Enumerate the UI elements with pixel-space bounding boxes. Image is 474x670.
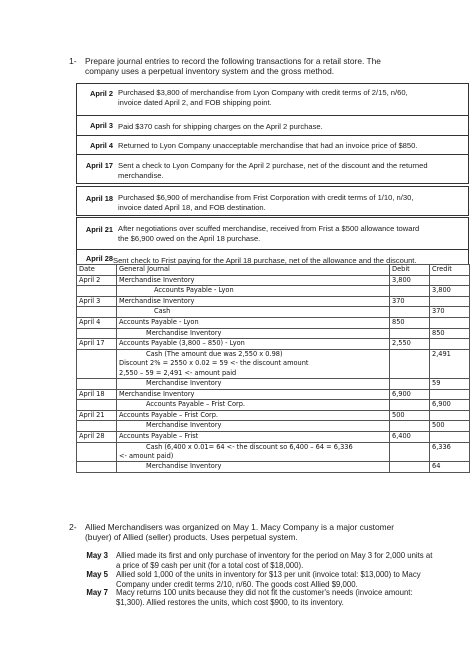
- transaction-april-21: [76, 217, 469, 250]
- problem-1-number: 1-: [69, 56, 77, 66]
- journal-account-name: Cash (6,400 x 0.01= 64 <- the discount so 6,400 – 64 = 6,336: [146, 442, 353, 451]
- journal-row-date: April 21: [77, 410, 117, 421]
- transaction-april-2: [76, 83, 469, 116]
- transaction-date: April 4: [90, 141, 113, 150]
- item-text-line: Macy returns 100 units because they did not fit the customer's needs (invoice amount:: [116, 588, 413, 597]
- transaction-text: Paid $370 cash for shipping charges on the April 2 purchase.: [118, 122, 323, 131]
- journal-row: [77, 349, 470, 378]
- journal-row-account: [117, 275, 390, 286]
- problem-2-intro-line-2: (buyer) of Allied (seller) products. Uses perpetual system.: [85, 532, 298, 543]
- journal-row-debit: [390, 400, 430, 411]
- journal-row-date: April 3: [77, 296, 117, 307]
- transaction-text-line: Purchased $3,800 of merchandise from Lyon Company with credit terms of 2/15, n/60,: [118, 88, 408, 97]
- journal-row-debit: [390, 307, 430, 318]
- transaction-text: [118, 193, 463, 212]
- journal-row-debit: [390, 462, 430, 473]
- journal-account-name: Accounts Payable – Frist: [119, 431, 199, 440]
- journal-row: [77, 296, 470, 307]
- problem-2-intro: [85, 522, 394, 543]
- problem-1-intro-line-1: Prepare journal entries to record the following transactions for a retail store. The: [85, 56, 381, 66]
- transaction-date: April 21: [85, 225, 113, 234]
- problem-2-number: 2-: [69, 522, 77, 532]
- transaction-date: April 28: [85, 254, 113, 263]
- transaction-text: Returned to Lyon Company unacceptable merchandise that had an invoice price of $850.: [118, 141, 418, 150]
- transaction-text-line: After negotiations over scuffed merchandise, received from Frist a $500 allowance toward: [118, 224, 420, 233]
- journal-row-account: [117, 296, 390, 307]
- journal-header-row: [77, 265, 470, 276]
- journal-row-date: April 28: [77, 431, 117, 442]
- transaction-text-line: Sent a check to Lyon Company for the April 2 purchase, net of the discount and the returned: [118, 161, 428, 170]
- item-date: May 7: [86, 588, 108, 597]
- journal-row-debit: 500: [390, 410, 430, 421]
- header-date: Date: [77, 265, 117, 276]
- journal-row: [77, 339, 470, 350]
- journal-row-date: [77, 378, 117, 389]
- journal-row-debit: 6,900: [390, 389, 430, 400]
- item-text: [116, 551, 446, 571]
- problem-2-intro-line-1: Allied Merchandisers was organized on May 1. Macy Company is a major customer: [85, 522, 395, 532]
- journal-account-name: Accounts Payable – Frist Corp.: [119, 410, 218, 419]
- header-credit: Credit: [430, 265, 470, 276]
- journal-row-debit: [390, 442, 430, 462]
- header-general-journal: General Journal: [117, 265, 390, 276]
- journal-row-account: [117, 400, 390, 411]
- journal-row-account: [117, 286, 390, 297]
- journal-row-credit: 3,800: [430, 286, 470, 297]
- journal-account-name: Accounts Payable - Lyon: [119, 317, 199, 326]
- transaction-april-18: [76, 186, 469, 216]
- journal-account-name: Merchandise Inventory: [146, 462, 222, 471]
- journal-row-account: [117, 378, 390, 389]
- journal-account-note: <- amount paid): [119, 451, 174, 460]
- journal-row: [77, 400, 470, 411]
- journal-account-name: Cash (The amount due was 2,550 x 0.98): [146, 349, 283, 358]
- journal-account-name: Cash: [154, 307, 171, 316]
- transaction-date: April 2: [90, 89, 113, 98]
- journal-row-debit: [390, 286, 430, 297]
- journal-row-account: [117, 410, 390, 421]
- journal-row-debit: 850: [390, 317, 430, 328]
- transaction-text: [118, 88, 463, 107]
- journal-row-credit: [430, 317, 470, 328]
- journal-row-account: [117, 328, 390, 339]
- transaction-text: [118, 224, 463, 243]
- transaction-date: April 17: [85, 161, 113, 170]
- journal-row-date: [77, 462, 117, 473]
- journal-account-name: Merchandise Inventory: [119, 275, 195, 284]
- journal-row: [77, 286, 470, 297]
- journal-row-debit: 3,800: [390, 275, 430, 286]
- transaction-text-line: the $6,900 owed on the April 18 purchase.: [118, 233, 261, 243]
- journal-row-date: April 17: [77, 339, 117, 350]
- journal-account-name: Merchandise Inventory: [119, 296, 195, 305]
- journal-account-name: Merchandise Inventory: [146, 421, 222, 430]
- journal-row-credit: 6,900: [430, 400, 470, 411]
- journal-row-account: [117, 462, 390, 473]
- journal-row: [77, 275, 470, 286]
- journal-row-date: [77, 328, 117, 339]
- journal-row: [77, 328, 470, 339]
- journal-account-name: Merchandise Inventory: [146, 378, 222, 387]
- journal-row-credit: 850: [430, 328, 470, 339]
- journal-row-date: April 18: [77, 389, 117, 400]
- item-text: [116, 588, 446, 608]
- journal-row-account: [117, 317, 390, 328]
- journal-row-debit: [390, 349, 430, 378]
- journal-row-date: [77, 421, 117, 432]
- transaction-date: April 3: [90, 121, 113, 130]
- journal-row-account: [117, 421, 390, 432]
- item-text: [116, 570, 446, 590]
- journal-row-debit: 2,550: [390, 339, 430, 350]
- journal-row: [77, 378, 470, 389]
- journal-row-account: [117, 349, 390, 378]
- transaction-text-line: invoice dated April 2, and FOB shipping point.: [118, 97, 272, 107]
- journal-row-credit: [430, 389, 470, 400]
- item-text-line: Allied made its first and only purchase of inventory for the period on May 3 for 2,000 units at: [116, 551, 433, 560]
- journal-row-account: [117, 389, 390, 400]
- problem-1-intro-line-2: company uses a perpetual inventory system and the gross method.: [85, 66, 335, 77]
- journal-row-account: [117, 339, 390, 350]
- journal-account-name: Merchandise Inventory: [119, 389, 195, 398]
- transaction-april-17: [76, 154, 469, 184]
- item-date: May 5: [86, 570, 108, 579]
- journal-row-account: [117, 431, 390, 442]
- item-text-line: $1,300). Allied restores the units, which cost $900, to its inventory.: [116, 597, 344, 607]
- journal-row-credit: [430, 275, 470, 286]
- journal-row-credit: 500: [430, 421, 470, 432]
- journal-account-name: Accounts Payable (3,800 – 850) - Lyon: [119, 339, 245, 348]
- journal-row: [77, 442, 470, 462]
- journal-row: [77, 410, 470, 421]
- item-date: May 3: [86, 551, 108, 560]
- transaction-april-4: [76, 135, 469, 155]
- journal-row-date: [77, 349, 117, 378]
- journal-row-debit: [390, 421, 430, 432]
- journal-row-account: [117, 307, 390, 318]
- journal-row-account: [117, 442, 390, 462]
- journal-row-credit: [430, 339, 470, 350]
- journal-row-credit: 370: [430, 307, 470, 318]
- journal-row: [77, 431, 470, 442]
- journal-row: [77, 317, 470, 328]
- transaction-date: April 18: [85, 194, 113, 203]
- journal-row: [77, 389, 470, 400]
- journal-account-name: Accounts Payable – Frist Corp.: [146, 400, 245, 409]
- general-journal-table: [76, 264, 470, 473]
- journal-row-date: April 2: [77, 275, 117, 286]
- item-text-line: Allied sold 1,000 of the units in inventory for $13 per unit (invoice total: $13,000) to Macy: [116, 570, 421, 579]
- transaction-text-line: Purchased $6,900 of merchandise from Frist Corporation with credit terms of 1/10, n/30,: [118, 193, 414, 202]
- header-debit: Debit: [390, 265, 430, 276]
- item-text-line: Company under credit terms 2/10, n/60. The goods cost Allied $9,000.: [116, 579, 358, 589]
- journal-row-date: [77, 442, 117, 462]
- journal-row-date: [77, 400, 117, 411]
- item-text-line: a price of $9 cash per unit (for a total cost of $18,000).: [116, 560, 304, 570]
- transaction-april-3: [76, 115, 469, 136]
- journal-row-date: [77, 307, 117, 318]
- transaction-text: [118, 161, 463, 180]
- journal-row-date: [77, 286, 117, 297]
- journal-row-credit: 59: [430, 378, 470, 389]
- journal-row-credit: [430, 431, 470, 442]
- journal-row: [77, 307, 470, 318]
- transaction-text-line: merchandise.: [118, 170, 164, 180]
- journal-row-credit: [430, 296, 470, 307]
- journal-row: [77, 462, 470, 473]
- transaction-text-line: invoice dated April 18, and FOB destination.: [118, 202, 266, 212]
- journal-row-debit: 370: [390, 296, 430, 307]
- journal-row-debit: 6,400: [390, 431, 430, 442]
- transaction-april-28-text: Sent check to Frist paying for the April 18 purchase, net of the allowance and the discount.: [113, 256, 417, 265]
- journal-row-credit: 6,336: [430, 442, 470, 462]
- problem-1-intro: [85, 56, 381, 77]
- journal-row-credit: 64: [430, 462, 470, 473]
- journal-row-debit: [390, 378, 430, 389]
- journal-account-note: Discount 2% = 2550 x 0.02 = 59 <- the discount amount: [119, 359, 309, 368]
- journal-account-note: 2,550 – 59 = 2,491 <- amount paid: [119, 368, 237, 377]
- journal-row-credit: [430, 410, 470, 421]
- journal-account-name: Accounts Payable - Lyon: [154, 286, 234, 295]
- journal-row-credit: 2,491: [430, 349, 470, 378]
- journal-account-name: Merchandise Inventory: [146, 328, 222, 337]
- journal-row-debit: [390, 328, 430, 339]
- journal-row-date: April 4: [77, 317, 117, 328]
- journal-row: [77, 421, 470, 432]
